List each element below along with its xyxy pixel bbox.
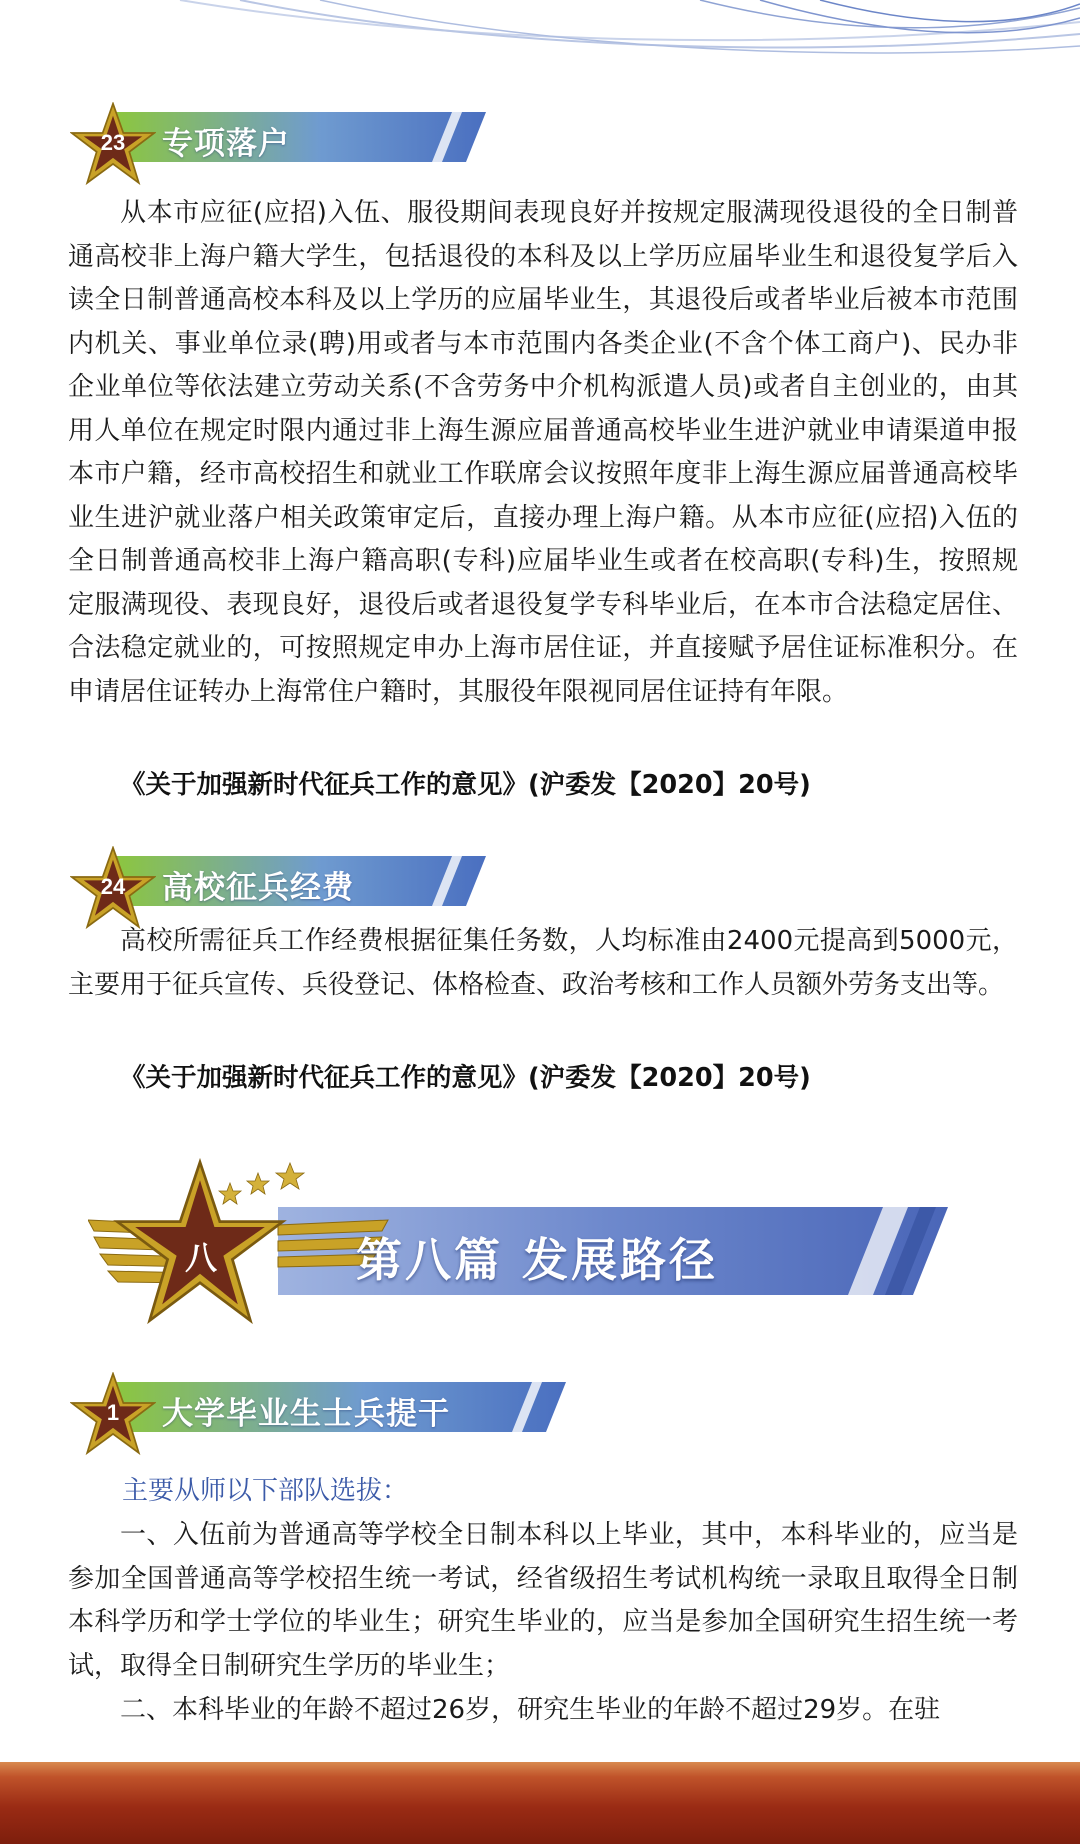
small-stars-icon	[218, 1161, 318, 1211]
chapter-banner	[88, 1165, 968, 1325]
section-1-item-1: 一、入伍前为普通高等学校全日制本科以上毕业，其中，本科毕业的，应当是参加全国普通高等学校招生统一考试，经省级招生考试机构统一录取且取得全日制本科学历和学士学位的毕业生；研究生毕业的，应当是参加全国研究生招生统一考试，取得全日制研究生学历的毕业生；	[68, 1520, 1018, 1681]
section-title: 大学毕业生士兵提干	[162, 1396, 450, 1432]
section-1-item-2: 二、本科毕业的年龄不超过26岁，研究生毕业的年龄不超过29岁。在驻	[120, 1695, 941, 1725]
section-title: 高校征兵经费	[162, 870, 354, 906]
chapter-badge: 八	[184, 1239, 217, 1277]
section-banner-23	[70, 102, 490, 166]
chapter-title: 第八篇 发展路径	[356, 1233, 719, 1287]
section-banner-1	[70, 1372, 590, 1436]
policy-source: 《关于加强新时代征兵工作的意见》(沪委发【2020】20号)	[120, 1063, 811, 1093]
section-24-paragraph: 高校所需征兵工作经费根据征集任务数，人均标准由2400元提高到5000元，主要用于征兵宣传、兵役登记、体格检查、政治考核和工作人员额外劳务支出等。	[68, 926, 1018, 1000]
section-number: 23	[100, 130, 126, 155]
policy-source: 《关于加强新时代征兵工作的意见》(沪委发【2020】20号)	[120, 770, 811, 800]
footer-bar	[0, 1762, 1080, 1844]
section-title: 专项落户	[162, 126, 290, 162]
section-number: 1	[106, 1400, 120, 1425]
section-23-paragraph: 从本市应征(应招)入伍、服役期间表现良好并按规定服满现役退役的全日制普通高校非上海户籍大学生，包括退役的本科及以上学历应届毕业生和退役复学后入读全日制普通高校本科及以上学历的应届毕业生，其退役后或者毕业后被本市范围内机关、事业单位录(聘)用或者与本市范围内各类企业(不含个体工商户)、民办非企业单位等依法建立劳动关系(不含劳务中介机构派遣人员)或者自主创业的，由其用人单位在规定时限内通过非上海生源应届普通高校毕业生进沪就业申请渠道申报本市户籍，经市高校招生和就业工作联席会议按照年度非上海生源应届普通高校毕业生进沪就业落户相关政策审定后，直接办理上海户籍。从本市应征(应招)入伍的全日制普通高校非上海户籍高职(专科)应届毕业生或者在校高职(专科)生，按照规定服满现役、表现良好，退役后或者退役复学专科毕业后，在本市合法稳定居住、合法稳定就业的，可按照规定申办上海市居住证，并直接赋予居住证标准积分。在申请居住证转办上海常住户籍时，其服役年限视同居住证持有年限。	[68, 198, 1018, 707]
section-1-intro: 主要从师以下部队选拔：	[122, 1476, 409, 1506]
section-banner-24	[70, 846, 490, 910]
section-number: 24	[100, 874, 126, 899]
top-decoration	[0, 0, 1080, 90]
